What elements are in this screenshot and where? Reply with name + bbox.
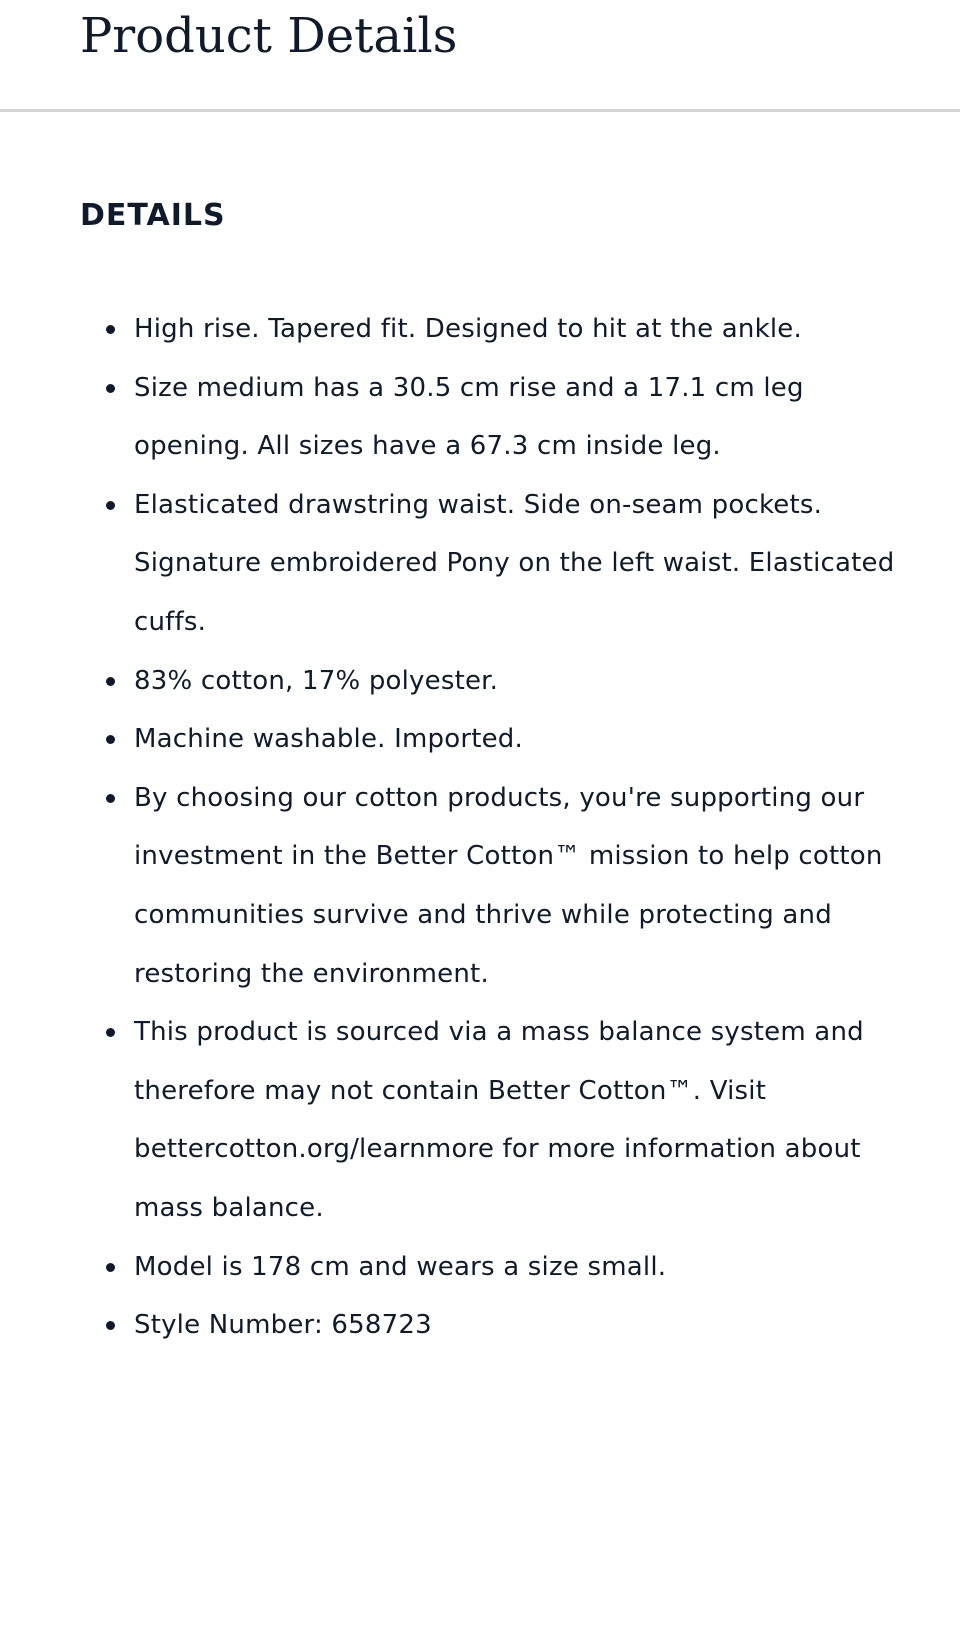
- list-item-text: Model is 178 cm and wears a size small.: [134, 1251, 667, 1282]
- list-item: [80, 300, 900, 359]
- list-item: [80, 652, 900, 711]
- bullet-icon: [106, 1028, 115, 1037]
- list-item: [80, 710, 900, 769]
- bullet-icon: [106, 735, 115, 744]
- list-item: [80, 1238, 900, 1297]
- list-item: [80, 1296, 900, 1355]
- list-item-text: Size medium has a 30.5 cm rise and a 17.1 cm leg opening. All sizes have a 67.3 cm inside leg.: [134, 372, 804, 462]
- details-section: [80, 192, 900, 1341]
- page-title: Product Details: [80, 8, 458, 64]
- bullet-icon: [106, 1263, 115, 1272]
- bullet-icon: [106, 325, 115, 334]
- page-header: [0, 0, 960, 112]
- list-item-text: This product is sourced via a mass balance system and therefore may not contain Better Cotton™. Visit bettercotton.org/learnmore for more information about mass balance.: [134, 1017, 864, 1223]
- list-item: [80, 359, 900, 476]
- list-item-text: 83% cotton, 17% polyester.: [134, 665, 499, 696]
- list-item-text: Machine washable. Imported.: [134, 724, 523, 755]
- bullet-icon: [106, 501, 115, 510]
- list-item: [80, 476, 900, 652]
- bullet-icon: [106, 384, 115, 393]
- list-item: [80, 1003, 900, 1237]
- bullet-icon: [106, 794, 115, 803]
- details-list: [80, 300, 900, 1355]
- list-item-text: High rise. Tapered fit. Designed to hit at the ankle.: [134, 314, 802, 344]
- details-heading: DETAILS: [80, 198, 226, 233]
- list-item: [80, 769, 900, 1003]
- list-item-text: Elasticated drawstring waist. Side on-seam pockets. Signature embroidered Pony on the left waist. Elasticated cuffs.: [134, 489, 895, 637]
- bullet-icon: [106, 677, 115, 686]
- list-item-text: Style Number: 658723: [134, 1310, 432, 1341]
- list-item-text: By choosing our cotton products, you're supporting our investment in the Better Cotton™ mission to help cotton communities survive and thrive while protecting and restoring the environment.: [134, 782, 883, 989]
- bullet-icon: [106, 1321, 115, 1330]
